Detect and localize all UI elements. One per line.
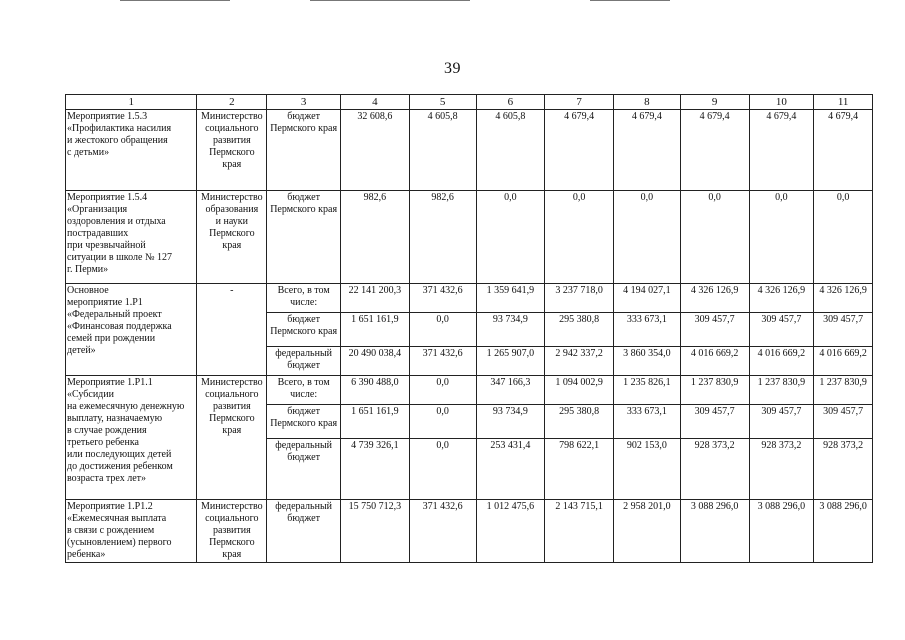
executor-line: развития (212, 525, 251, 536)
value-cell: 295 380,8 (545, 313, 614, 347)
executor-line: Министерство (201, 111, 263, 122)
funding-source-line: Пермского края (270, 326, 338, 337)
value-cell: 2 958 201,0 (614, 500, 681, 563)
activity-line: ситуации в школе № 127 (67, 252, 172, 263)
activity-cell (66, 191, 197, 284)
value-cell: 0,0 (409, 439, 476, 500)
executor-line: Пермского (209, 413, 255, 424)
header-row (66, 95, 873, 110)
value-cell: 309 457,7 (814, 405, 873, 439)
value-cell: 22 141 200,3 (341, 284, 410, 313)
activity-line: Мероприятие 1.5.4 (67, 192, 148, 203)
activity-line: в случае рождения (67, 425, 147, 436)
executor-line: края (222, 425, 242, 436)
top-rule-middle (310, 0, 470, 1)
executor-cell (197, 376, 267, 500)
value-cell: 0,0 (409, 405, 476, 439)
column-header: 6 (476, 95, 545, 110)
executor-line: социального (205, 513, 259, 524)
executor-cell (197, 284, 267, 376)
activity-line: ребенка» (67, 549, 106, 560)
value-cell: 4 605,8 (476, 110, 545, 191)
budget-table (65, 94, 873, 563)
column-header: 4 (341, 95, 410, 110)
funding-source-line: бюджет (287, 406, 320, 417)
activity-line: с детьми» (67, 147, 110, 158)
funding-source-cell (267, 347, 341, 376)
executor-line: Пермского (209, 537, 255, 548)
value-cell: 0,0 (614, 191, 681, 284)
value-cell: 93 734,9 (476, 405, 545, 439)
executor-line: образования (205, 204, 259, 215)
column-header: 7 (545, 95, 614, 110)
funding-source-line: федеральный (275, 440, 333, 451)
executor-line: - (230, 285, 234, 296)
value-cell: 347 166,3 (476, 376, 545, 405)
executor-line: края (222, 240, 242, 251)
funding-source-line: федеральный (275, 348, 333, 359)
activity-line: пострадавших (67, 228, 129, 239)
value-cell: 20 490 038,4 (341, 347, 410, 376)
value-cell: 333 673,1 (614, 405, 681, 439)
funding-source-cell (267, 313, 341, 347)
executor-cell (197, 110, 267, 191)
funding-source-line: федеральный (275, 501, 333, 512)
funding-source-line: числе: (290, 389, 318, 400)
table-row (66, 376, 873, 405)
value-cell: 2 942 337,2 (545, 347, 614, 376)
activity-line: (усыновлением) первого (67, 537, 172, 548)
value-cell: 4 326 126,9 (680, 284, 749, 313)
value-cell: 371 432,6 (409, 347, 476, 376)
value-cell: 798 622,1 (545, 439, 614, 500)
activity-line: при чрезвычайной (67, 240, 146, 251)
value-cell: 309 457,7 (680, 313, 749, 347)
column-header: 2 (197, 95, 267, 110)
funding-source-line: числе: (290, 297, 318, 308)
value-cell: 0,0 (814, 191, 873, 284)
funding-source-line: Всего, в том (277, 285, 330, 296)
value-cell: 4 326 126,9 (814, 284, 873, 313)
executor-cell (197, 191, 267, 284)
activity-line: до достижения ребенком (67, 461, 173, 472)
column-header: 3 (267, 95, 341, 110)
activity-cell (66, 284, 197, 376)
value-cell: 4 679,4 (680, 110, 749, 191)
value-cell: 982,6 (341, 191, 410, 284)
value-cell: 253 431,4 (476, 439, 545, 500)
value-cell: 1 237 830,9 (749, 376, 814, 405)
funding-source-line: Пермского края (270, 123, 338, 134)
value-cell: 1 265 907,0 (476, 347, 545, 376)
value-cell: 309 457,7 (749, 313, 814, 347)
table-row (66, 284, 873, 313)
funding-source-cell (267, 376, 341, 405)
value-cell: 928 373,2 (749, 439, 814, 500)
executor-line: развития (212, 135, 251, 146)
column-header: 10 (749, 95, 814, 110)
activity-line: Основное (67, 285, 109, 296)
value-cell: 4 194 027,1 (614, 284, 681, 313)
activity-line: Мероприятие 1.5.3 (67, 111, 148, 122)
value-cell: 928 373,2 (814, 439, 873, 500)
executor-line: края (222, 159, 242, 170)
value-cell: 1 237 830,9 (680, 376, 749, 405)
column-header: 9 (680, 95, 749, 110)
funding-source-line: бюджет (287, 452, 320, 463)
activity-line: выплату, назначаемую (67, 413, 163, 424)
activity-line: семей при рождении (67, 333, 156, 344)
activity-line: «Ежемесячная выплата (67, 513, 167, 524)
column-header: 1 (66, 95, 197, 110)
value-cell: 928 373,2 (680, 439, 749, 500)
value-cell: 902 153,0 (614, 439, 681, 500)
executor-line: и науки (215, 216, 248, 227)
activity-line: мероприятие 1.Р1 (67, 297, 143, 308)
table-row (66, 500, 873, 563)
value-cell: 3 088 296,0 (814, 500, 873, 563)
value-cell: 309 457,7 (814, 313, 873, 347)
column-header: 8 (614, 95, 681, 110)
value-cell: 1 012 475,6 (476, 500, 545, 563)
value-cell: 3 088 296,0 (680, 500, 749, 563)
funding-source-cell (267, 439, 341, 500)
activity-line: Мероприятие 1.Р1.1 (67, 377, 153, 388)
column-header: 5 (409, 95, 476, 110)
value-cell: 1 094 002,9 (545, 376, 614, 405)
value-cell: 1 651 161,9 (341, 313, 410, 347)
activity-cell (66, 376, 197, 500)
executor-line: Министерство (201, 377, 263, 388)
value-cell: 1 235 826,1 (614, 376, 681, 405)
value-cell: 4 016 669,2 (749, 347, 814, 376)
executor-line: Пермского (209, 228, 255, 239)
value-cell: 3 088 296,0 (749, 500, 814, 563)
value-cell: 371 432,6 (409, 284, 476, 313)
value-cell: 3 237 718,0 (545, 284, 614, 313)
value-cell: 371 432,6 (409, 500, 476, 563)
value-cell: 2 143 715,1 (545, 500, 614, 563)
value-cell: 309 457,7 (680, 405, 749, 439)
value-cell: 32 608,6 (341, 110, 410, 191)
executor-line: края (222, 549, 242, 560)
value-cell: 4 016 669,2 (680, 347, 749, 376)
table-row (66, 191, 873, 284)
funding-source-cell (267, 191, 341, 284)
executor-line: Министерство (201, 501, 263, 512)
funding-source-line: Пермского края (270, 418, 338, 429)
value-cell: 4 326 126,9 (749, 284, 814, 313)
value-cell: 1 359 641,9 (476, 284, 545, 313)
activity-cell (66, 110, 197, 191)
executor-line: Пермского (209, 147, 255, 158)
activity-line: третьего ребенка (67, 437, 139, 448)
funding-source-line: бюджет (287, 192, 320, 203)
funding-source-cell (267, 284, 341, 313)
value-cell: 0,0 (545, 191, 614, 284)
value-cell: 4 605,8 (409, 110, 476, 191)
value-cell: 0,0 (476, 191, 545, 284)
funding-source-line: бюджет (287, 360, 320, 371)
value-cell: 6 390 488,0 (341, 376, 410, 405)
value-cell: 4 679,4 (749, 110, 814, 191)
top-rule-right (590, 0, 670, 1)
activity-line: детей» (67, 345, 96, 356)
value-cell: 4 739 326,1 (341, 439, 410, 500)
funding-source-cell (267, 405, 341, 439)
funding-source-line: бюджет (287, 111, 320, 122)
executor-line: Министерство (201, 192, 263, 203)
value-cell: 4 679,4 (545, 110, 614, 191)
executor-line: социального (205, 389, 259, 400)
executor-line: развития (212, 401, 251, 412)
value-cell: 0,0 (749, 191, 814, 284)
funding-source-cell (267, 110, 341, 191)
activity-line: в связи с рождением (67, 525, 155, 536)
activity-line: «Организация (67, 204, 128, 215)
executor-cell (197, 500, 267, 563)
value-cell: 1 237 830,9 (814, 376, 873, 405)
funding-source-line: Всего, в том (277, 377, 330, 388)
value-cell: 0,0 (409, 376, 476, 405)
activity-line: на ежемесячную денежную (67, 401, 185, 412)
activity-line: или последующих детей (67, 449, 172, 460)
top-rule-left (120, 0, 230, 1)
table-row (66, 110, 873, 191)
value-cell: 93 734,9 (476, 313, 545, 347)
activity-line: возраста трех лет» (67, 473, 147, 484)
value-cell: 309 457,7 (749, 405, 814, 439)
value-cell: 0,0 (409, 313, 476, 347)
funding-source-cell (267, 500, 341, 563)
value-cell: 1 651 161,9 (341, 405, 410, 439)
funding-source-line: Пермского края (270, 204, 338, 215)
activity-line: и жестокого обращения (67, 135, 168, 146)
value-cell: 295 380,8 (545, 405, 614, 439)
activity-line: г. Перми» (67, 264, 109, 275)
activity-line: «Профилактика насилия (67, 123, 172, 134)
activity-line: оздоровления и отдыха (67, 216, 166, 227)
activity-line: «Финансовая поддержка (67, 321, 172, 332)
activity-line: Мероприятие 1.Р1.2 (67, 501, 153, 512)
value-cell: 4 016 669,2 (814, 347, 873, 376)
value-cell: 4 679,4 (814, 110, 873, 191)
activity-line: «Субсидии (67, 389, 114, 400)
value-cell: 0,0 (680, 191, 749, 284)
value-cell: 4 679,4 (614, 110, 681, 191)
column-header: 11 (814, 95, 873, 110)
funding-source-line: бюджет (287, 314, 320, 325)
funding-source-line: бюджет (287, 513, 320, 524)
executor-line: социального (205, 123, 259, 134)
value-cell: 15 750 712,3 (341, 500, 410, 563)
value-cell: 3 860 354,0 (614, 347, 681, 376)
activity-line: «Федеральный проект (67, 309, 162, 320)
value-cell: 333 673,1 (614, 313, 681, 347)
page-number: 39 (444, 60, 461, 77)
value-cell: 982,6 (409, 191, 476, 284)
activity-cell (66, 500, 197, 563)
